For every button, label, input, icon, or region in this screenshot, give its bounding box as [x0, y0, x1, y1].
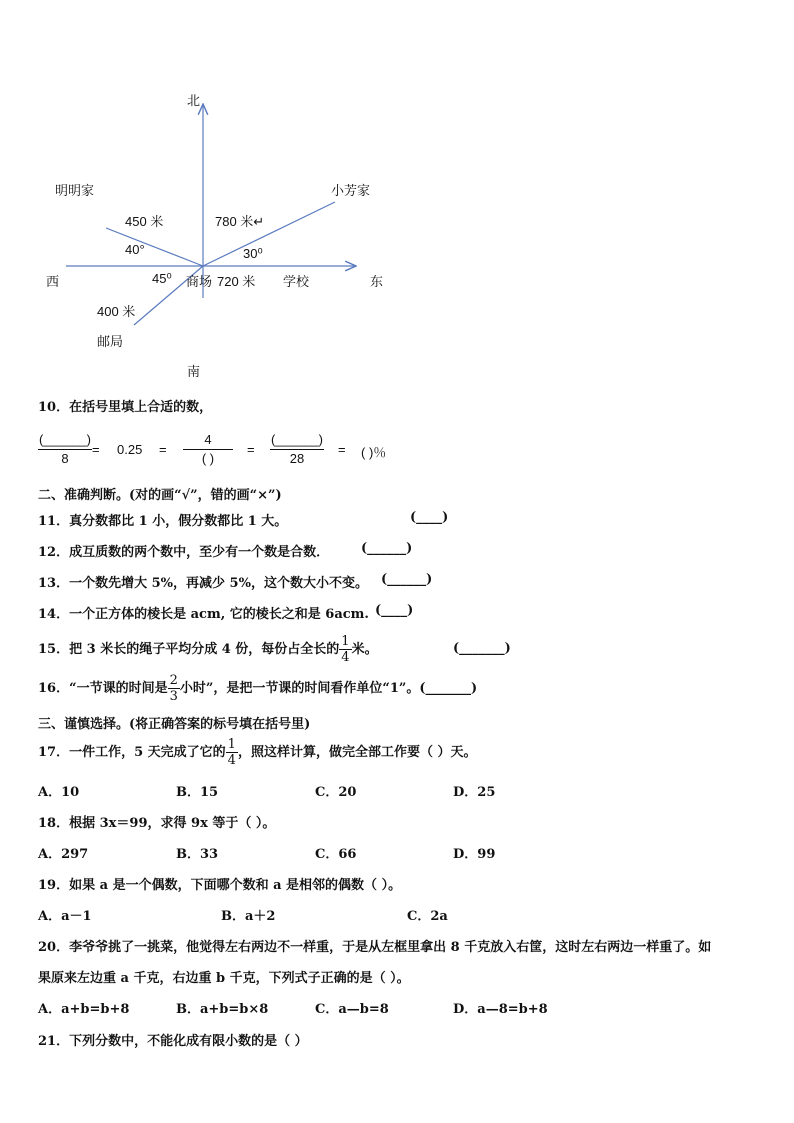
angle-40: 40°	[125, 242, 145, 257]
option-b[interactable]: B．a+b=b×8	[176, 1002, 269, 1017]
south-label: 南	[187, 364, 201, 379]
fraction	[339, 634, 351, 665]
distance-post: 400 米	[97, 304, 136, 319]
q21-text: 21．下列分数中，不能化成有限小数的是（ ）	[38, 1034, 308, 1049]
q17-text	[38, 737, 476, 769]
answer-blank[interactable]: (____)	[375, 603, 414, 618]
fraction	[226, 737, 238, 768]
xiaofang-label: 小芳家	[331, 183, 371, 198]
q19-text: 19．如果 a 是一个偶数，下面哪个数和 a 是相邻的偶数（ ）。	[38, 878, 402, 893]
north-label: 北	[187, 93, 201, 108]
angle-30: 30⁰	[243, 246, 263, 261]
q10-title: 10．在括号里填上合适的数，	[38, 400, 213, 415]
option-a[interactable]: A．297	[38, 847, 89, 862]
distance-xiaofang: 780 米↵	[215, 214, 265, 229]
distance-school: 720 米	[217, 274, 256, 289]
fraction-numerator: 1	[227, 737, 236, 752]
fraction	[168, 673, 180, 704]
q17-prefix: 17．一件工作，5 天完成了它的	[38, 745, 226, 760]
section-2-heading: 二、准确判断。(对的画“√”，错的画“×”)	[38, 488, 282, 503]
q15-suffix: 米。	[351, 642, 378, 657]
q18-text: 18．根据 3x＝99，求得 9x 等于（ ）。	[38, 816, 276, 831]
mingming-line	[106, 228, 203, 266]
option-c[interactable]: C．66	[315, 847, 357, 862]
q16-suffix: 小时”，是把一节课的时间看作单位“1”。	[179, 681, 420, 696]
q15-prefix: 15．把 3 米长的绳子平均分成 4 份，每份占全长的	[38, 642, 340, 657]
option-c[interactable]: C．a—b=8	[315, 1002, 389, 1017]
q17-suffix: ，照这样计算，做完全部工作要（ ）天。	[237, 745, 477, 760]
fraction-numerator: (______)	[38, 432, 92, 447]
fraction-numerator: 2	[169, 673, 178, 688]
equals-sign: =	[247, 442, 255, 457]
section-3-heading: 三、谨慎选择。(将正确答案的标号填在括号里)	[38, 717, 311, 732]
fraction-numerator: 4	[204, 432, 212, 447]
fraction-denominator: ( )	[201, 451, 215, 466]
west-label: 西	[46, 274, 60, 289]
option-d[interactable]: D．a—8=b+8	[453, 1002, 548, 1017]
option-d[interactable]: D．99	[453, 847, 496, 862]
option-b[interactable]: B．15	[176, 785, 219, 800]
answer-blank[interactable]: (_______)	[419, 681, 478, 696]
decimal-value: 0.25	[117, 442, 143, 457]
q10-fraction-2	[183, 431, 233, 468]
q16-prefix: 16．“一节课的时间是	[38, 681, 168, 696]
q10-fraction-3	[270, 431, 324, 468]
answer-blank[interactable]: (_______)	[453, 641, 511, 656]
q16-text	[38, 673, 477, 705]
mall-label: 商场	[186, 274, 213, 289]
q10-fraction-1	[38, 431, 92, 468]
option-a[interactable]: A．a+b=b+8	[38, 1002, 130, 1017]
answer-blank[interactable]: (______)	[381, 572, 433, 587]
q20-line-2: 果原来左边重 a 千克，右边重 b 千克，下列式子正确的是（ ）。	[38, 971, 410, 986]
option-b[interactable]: B．33	[176, 847, 219, 862]
east-label: 东	[370, 274, 384, 289]
equals-sign: =	[159, 442, 167, 457]
option-b[interactable]: B．a＋2	[221, 909, 276, 924]
equals-sign: =	[338, 442, 346, 457]
q15-text	[38, 634, 378, 666]
fraction-denominator: 8	[61, 451, 69, 466]
school-label: 学校	[283, 274, 310, 289]
q12-text: 12．成互质数的两个数中，至少有一个数是合数．	[38, 545, 330, 560]
q20-line-1: 20．李爷爷挑了一挑菜，他觉得左右两边不一样重，于是从左框里拿出 8 千克放入右筐，这时左右两边一样重了。如	[38, 940, 712, 955]
answer-blank[interactable]: (______)	[361, 541, 413, 556]
option-d[interactable]: D．25	[453, 785, 496, 800]
option-a[interactable]: A．10	[38, 785, 80, 800]
fraction-denominator: 4	[227, 753, 236, 768]
fraction-numerator: 1	[341, 634, 350, 649]
percent-blank: ( )％	[361, 445, 387, 460]
post-label: 邮局	[97, 334, 124, 349]
option-c[interactable]: C．20	[315, 785, 357, 800]
fraction-denominator: 28	[289, 451, 305, 466]
fraction-denominator: 3	[169, 689, 178, 704]
mingming-label: 明明家	[55, 183, 95, 198]
answer-blank[interactable]: (____)	[410, 510, 449, 525]
q11-text: 11．真分数都比 1 小，假分数都比 1 大。	[38, 514, 288, 529]
option-c[interactable]: C．2a	[407, 909, 448, 924]
distance-mingming: 450 米	[125, 214, 164, 229]
q13-text: 13．一个数先增大 5%，再减少 5%，这个数大小不变。	[38, 576, 368, 591]
equals-sign: =	[92, 442, 100, 457]
fraction-denominator: 4	[341, 650, 350, 665]
angle-45: 45⁰	[152, 271, 172, 286]
q14-text: 14．一个正方体的棱长是 acm, 它的棱长之和是 6acm.	[38, 607, 369, 622]
option-a[interactable]: A．a－1	[38, 909, 92, 924]
compass-map	[0, 0, 794, 380]
fraction-numerator: (______)	[270, 432, 324, 447]
